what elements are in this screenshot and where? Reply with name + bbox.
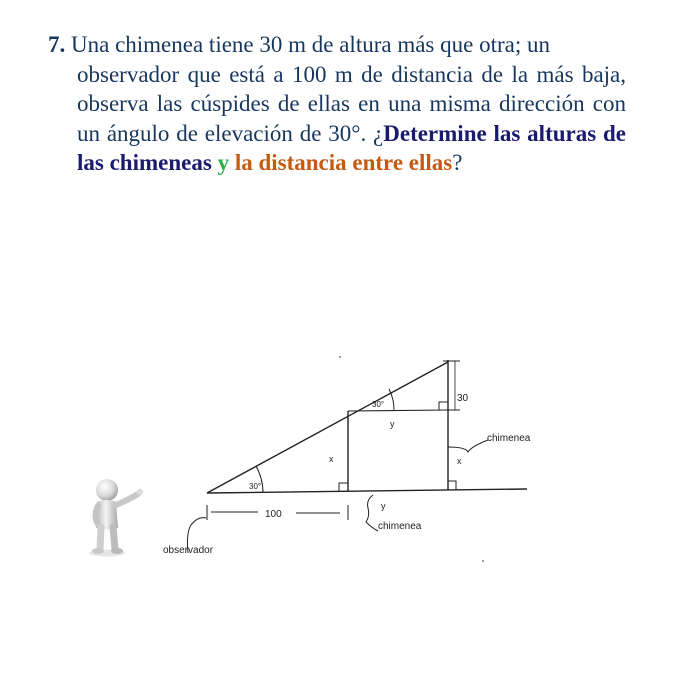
question-la: la bbox=[234, 150, 253, 175]
height-diff-label: 30 bbox=[457, 393, 469, 404]
angle-label-top: 30° bbox=[372, 400, 385, 409]
right-angle-short-base bbox=[339, 483, 348, 491]
dist-label: 100 bbox=[265, 509, 282, 520]
right-angle-tall-top bbox=[439, 402, 448, 410]
problem-text: observador que está a 100 m de distancia de la más baja, observa las cúspides de ellas en una misma dirección con un ángulo de elevación de 30°. bbox=[77, 61, 626, 146]
callout-right bbox=[448, 440, 488, 452]
chimenea-right-label: chimenea bbox=[487, 433, 531, 444]
question-y: y bbox=[217, 150, 230, 175]
question-close: ? bbox=[452, 150, 463, 175]
person-icon bbox=[89, 479, 143, 557]
question-open: ¿ bbox=[373, 120, 384, 146]
y-top-label: y bbox=[390, 419, 395, 429]
chimenea-bottom-label: chimenea bbox=[378, 521, 422, 532]
x-left-label: x bbox=[329, 454, 334, 464]
y-bottom-label: y bbox=[381, 501, 386, 511]
line-of-sight bbox=[207, 362, 448, 493]
dot-top bbox=[339, 356, 341, 358]
observer-label: observador bbox=[163, 545, 214, 556]
x-right-label: x bbox=[457, 456, 462, 466]
right-angle-tall-base bbox=[448, 481, 456, 490]
dot-bottom bbox=[482, 560, 484, 562]
question-heights: Determine las alturas de las chimeneas bbox=[77, 120, 627, 175]
question-distance: distancia entre ellas bbox=[258, 150, 453, 175]
angle-label-bottom: 30° bbox=[249, 482, 262, 491]
problem-line-1: Una chimenea tiene 30 m de altura más que otra; un bbox=[71, 32, 550, 57]
problem-number: 7. bbox=[48, 32, 66, 57]
horizontal-top-line bbox=[348, 410, 448, 411]
brace-bottom bbox=[366, 495, 378, 531]
